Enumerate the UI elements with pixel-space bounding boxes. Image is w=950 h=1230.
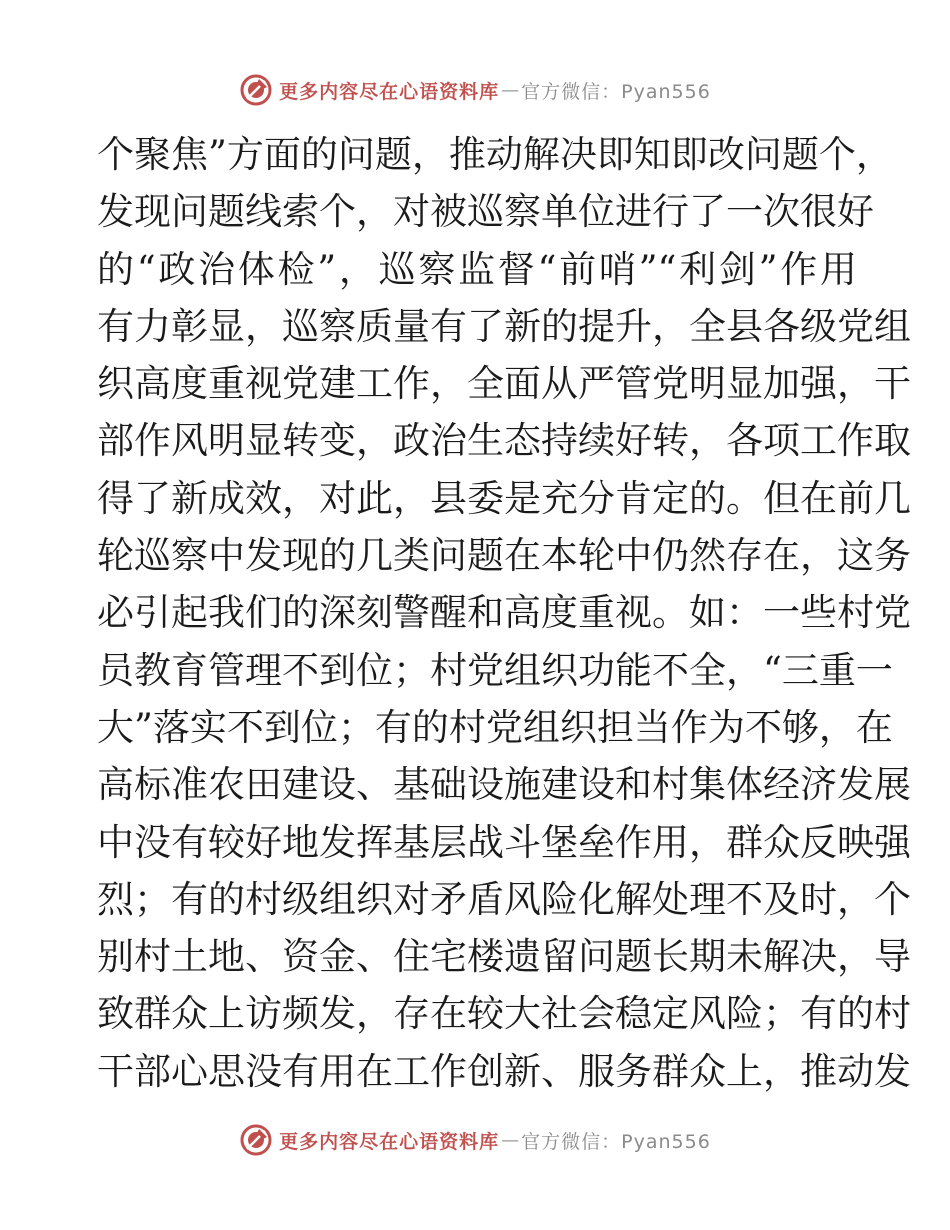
seal-logo-icon bbox=[239, 1123, 273, 1157]
banner-brand: 更多内容尽在心语资料库 bbox=[279, 1130, 500, 1153]
text-line: 的“政治体检”，巡察监督“前哨”“利剑”作用 bbox=[97, 247, 857, 291]
banner-separator: — bbox=[501, 79, 520, 101]
text-line: 别村土地、资金、住宅楼遗留问题长期未解决，导 bbox=[97, 935, 911, 979]
text-line: 烈；有的村级组织对矛盾风险化解处理不及时，个 bbox=[97, 877, 911, 921]
text-line: 发现问题线索个，对被巡察单位进行了一次很好 bbox=[97, 190, 874, 234]
banner-wechat: 官方微信：Pyan556 bbox=[521, 1130, 711, 1153]
text-line: 轮巡察中发现的几类问题在本轮中仍然存在，这务 bbox=[97, 534, 911, 578]
text-line: 干部心思没有用在工作创新、服务群众上，推动发 bbox=[97, 1049, 911, 1093]
text-line: 中没有较好地发挥基层战斗堡垒作用，群众反映强 bbox=[97, 820, 911, 864]
header-banner bbox=[0, 70, 950, 110]
banner-brand: 更多内容尽在心语资料库 bbox=[279, 80, 500, 103]
text-line: 必引起我们的深刻警醒和高度重视。如：一些村党 bbox=[97, 591, 911, 635]
seal-logo-icon bbox=[239, 73, 273, 107]
text-line: 员教育管理不到位；村党组织功能不全，“三重一 bbox=[97, 648, 893, 692]
footer-banner bbox=[0, 1120, 950, 1160]
text-line: 织高度重视党建工作，全面从严管党明显加强，干 bbox=[97, 362, 911, 406]
text-line: 大”落实不到位；有的村党组织担当作为不够，在 bbox=[97, 705, 893, 749]
banner-separator: — bbox=[501, 1129, 520, 1151]
text-line: 高标准农田建设、基础设施建设和村集体经济发展 bbox=[97, 763, 911, 807]
banner-wechat: 官方微信：Pyan556 bbox=[521, 80, 711, 103]
text-line: 个聚焦”方面的问题，推动解决即知即改问题个， bbox=[97, 133, 893, 176]
document-body bbox=[97, 126, 911, 1100]
text-line: 有力彰显，巡察质量有了新的提升，全县各级党组 bbox=[97, 304, 911, 348]
text-line: 部作风明显转变，政治生态持续好转，各项工作取 bbox=[97, 419, 911, 463]
text-line: 得了新成效，对此，县委是充分肯定的。但在前几 bbox=[97, 476, 911, 520]
text-line: 致群众上访频发，存在较大社会稳定风险；有的村 bbox=[97, 992, 911, 1036]
